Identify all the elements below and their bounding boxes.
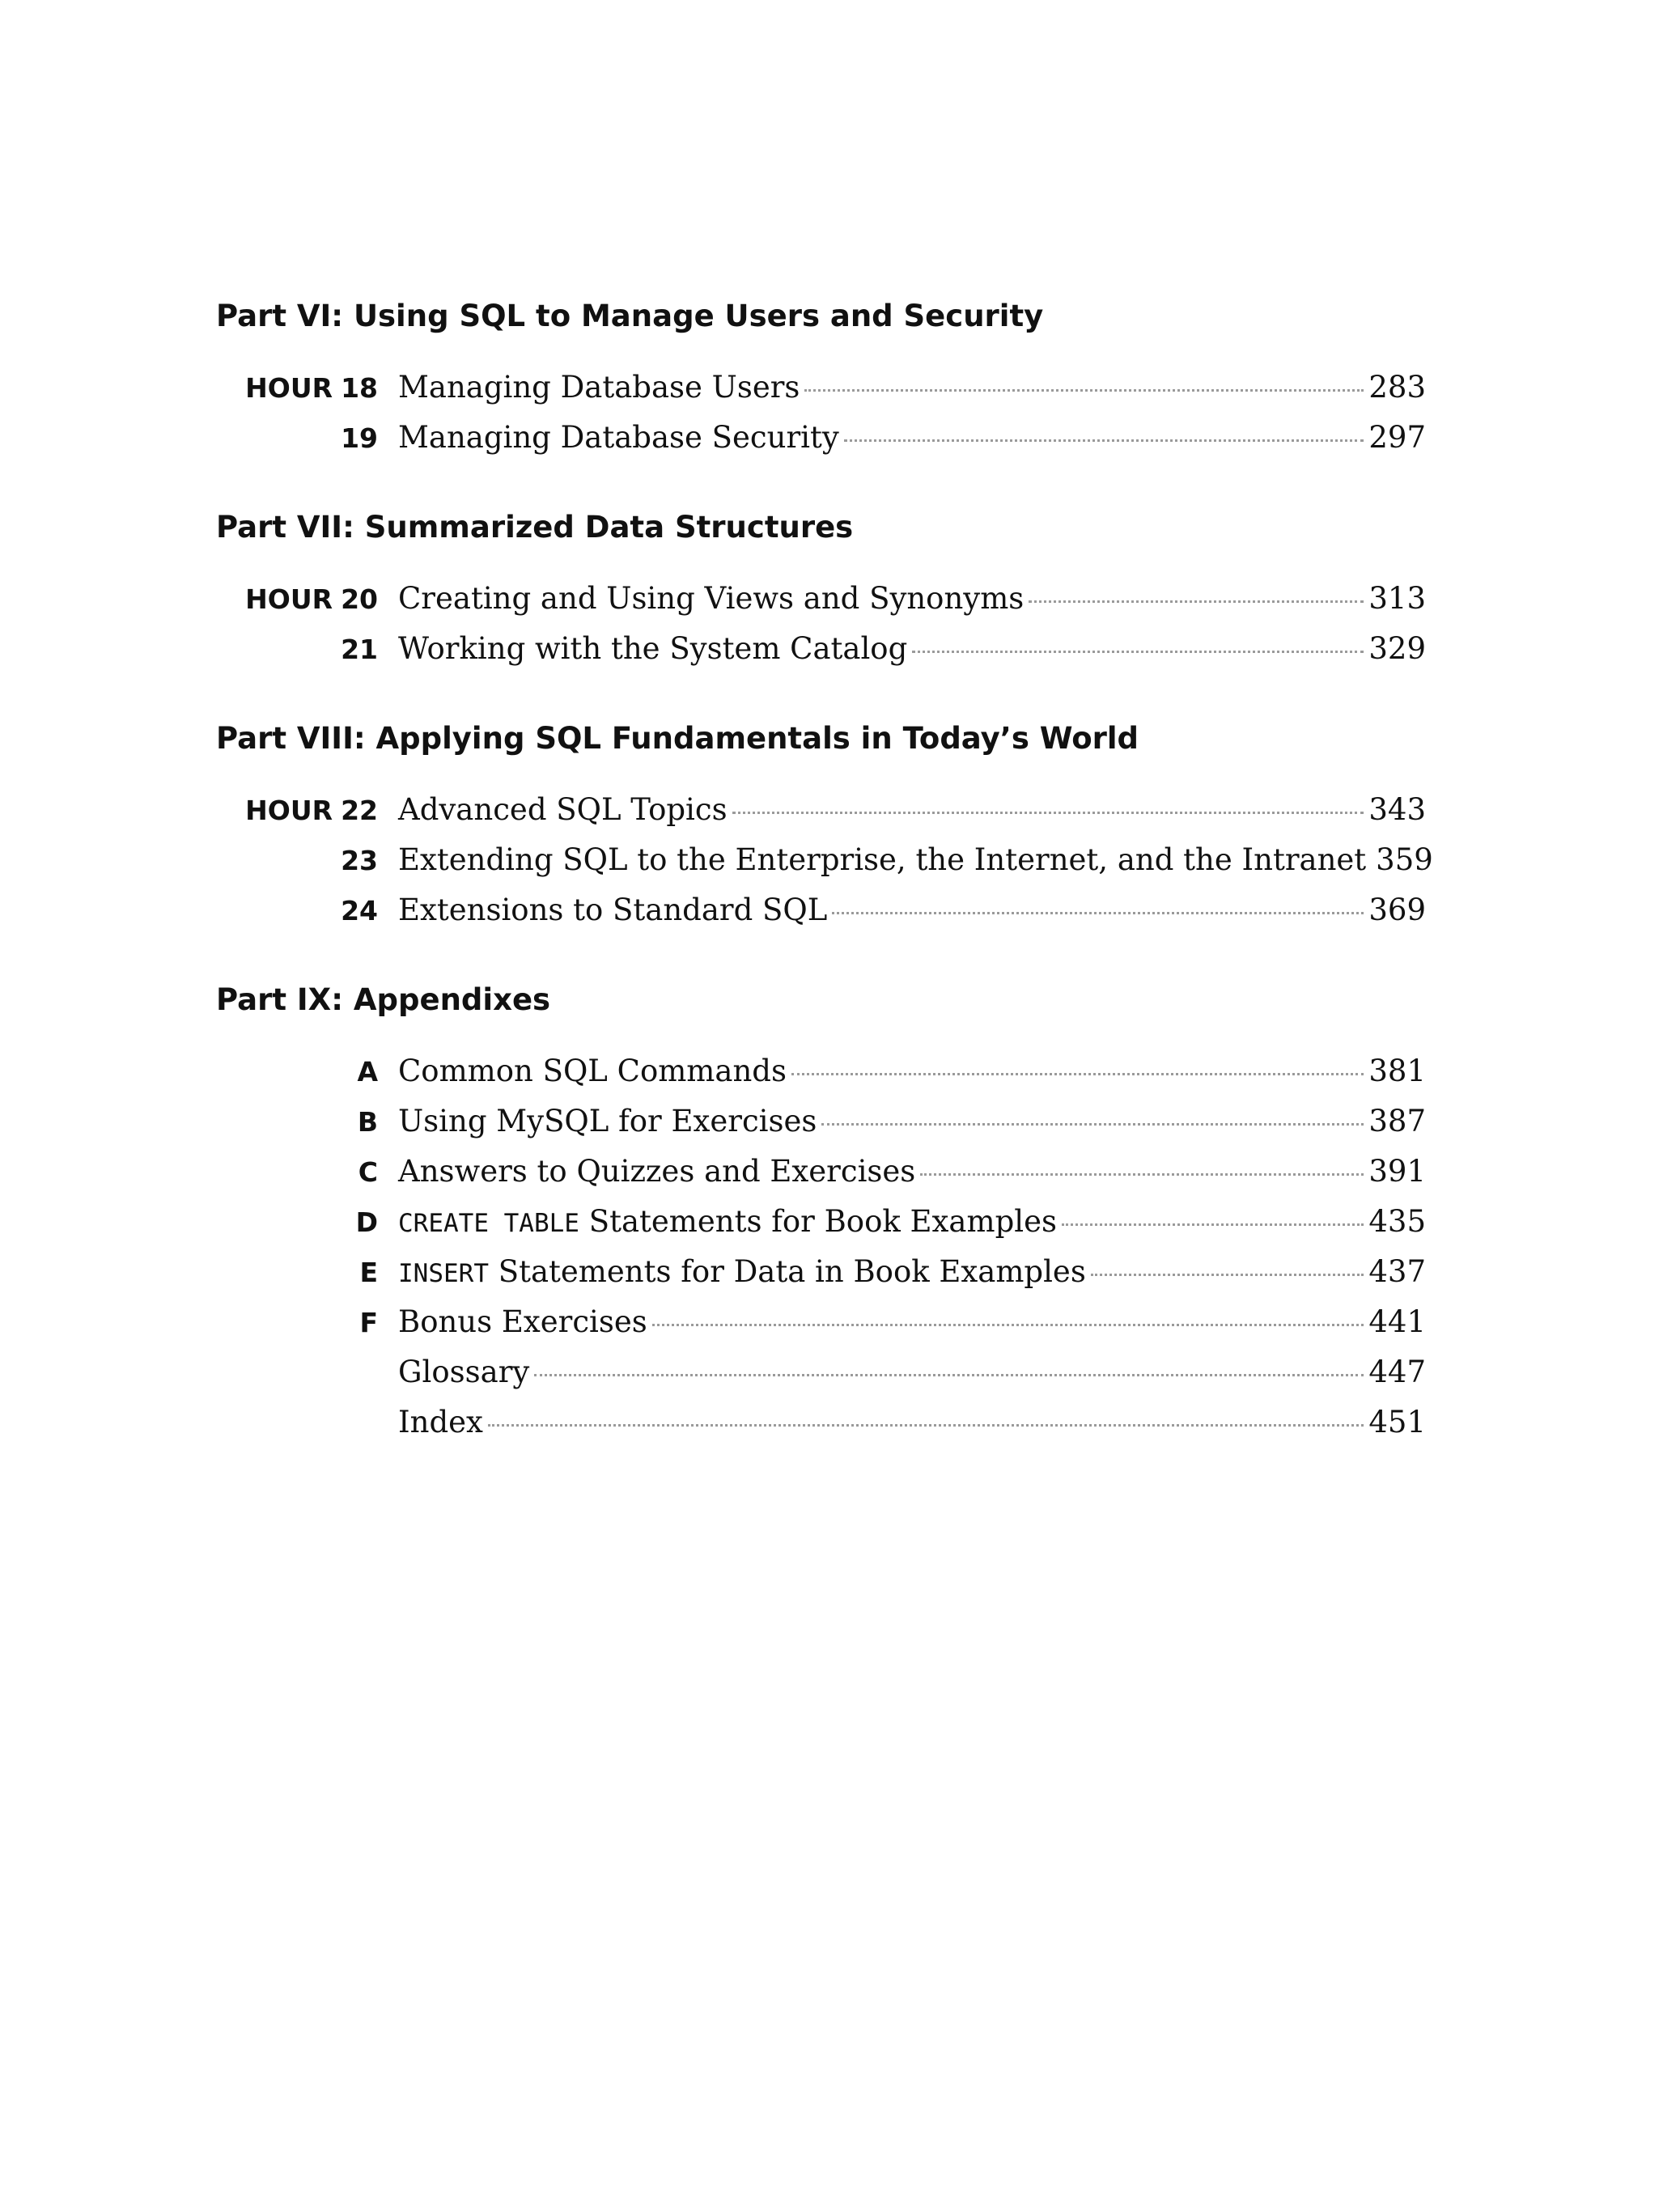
entry-title: Index [398,1405,483,1439]
dot-leader [821,1123,1364,1126]
dot-leader [1091,1274,1364,1276]
hour-word: HOUR [245,372,333,404]
toc-entry[interactable] [216,1350,1426,1395]
dot-leader [804,389,1364,392]
toc-entry[interactable] [216,415,1426,460]
page-number: 437 [1368,1254,1426,1289]
dot-leader [844,439,1364,442]
toc-entry[interactable] [216,1249,1426,1295]
entry-label [216,577,378,622]
entry-number: B [357,1106,378,1138]
entry-title: Answers to Quizzes and Exercises [398,1154,916,1189]
entry-number: E [359,1257,378,1288]
toc-entry[interactable] [216,1199,1426,1244]
page-number: 451 [1368,1405,1426,1439]
entry-title-rest: Statements for Data in Book Examples [498,1254,1086,1289]
entry-number: 19 [341,422,378,454]
dot-leader [832,912,1364,914]
dot-leader [534,1374,1364,1376]
dot-leader [488,1424,1364,1427]
entry-title: Managing Database Users [398,370,800,405]
dot-leader [912,651,1364,653]
toc-entry[interactable] [216,1400,1426,1445]
entry-label [216,888,378,934]
entry-title: Extending SQL to the Enterprise, the Internet, and the Intranet [398,842,1367,877]
entry-title [398,1249,1086,1296]
entry-label [216,416,378,461]
page-number: 387 [1368,1104,1426,1138]
toc-entry[interactable] [216,837,1433,883]
entry-number: 18 [341,372,378,404]
entry-number: 22 [341,795,378,826]
toc-entry[interactable] [216,1300,1426,1345]
toc-entry[interactable] [216,787,1426,833]
part-title: Part VI: Using SQL to Manage Users and Security [216,299,1044,333]
code-keyword: CREATE TABLE [398,1209,579,1238]
page-number: 343 [1368,792,1426,827]
page-number: 283 [1368,370,1426,405]
toc-entry[interactable] [216,365,1426,410]
dot-leader [652,1324,1364,1326]
code-keyword: INSERT [398,1259,489,1288]
entry-number: C [358,1156,378,1188]
part-title: Part VII: Summarized Data Structures [216,510,854,545]
toc-entry[interactable] [216,626,1426,672]
entry-label [216,1150,378,1195]
entry-title: Bonus Exercises [398,1304,647,1339]
entry-title: Creating and Using Views and Synonyms [398,581,1025,616]
page-number: 441 [1368,1304,1426,1339]
entry-number: 21 [341,634,378,665]
dot-leader [1029,600,1364,603]
entry-label [216,366,378,411]
entry-label [216,838,378,884]
entry-number: D [355,1206,378,1238]
page-number: 329 [1368,631,1426,666]
entry-label [216,1049,378,1095]
entry-label [216,627,378,672]
entry-label [216,1200,378,1245]
page-number: 359 [1376,842,1433,877]
page-number: 381 [1368,1054,1426,1088]
hour-word: HOUR [245,583,333,615]
toc-entry[interactable] [216,888,1426,933]
entry-number: 24 [341,895,378,926]
part-title: Part IX: Appendixes [216,982,551,1017]
entry-title-rest: Statements for Book Examples [588,1204,1057,1239]
entry-label [216,1100,378,1145]
page-number: 369 [1368,893,1426,927]
entry-title: Glossary [398,1355,530,1389]
entry-title: Common SQL Commands [398,1054,787,1088]
entry-title: Working with the System Catalog [398,631,908,666]
entry-title: Managing Database Security [398,420,839,455]
entry-number: F [359,1307,378,1338]
entry-number: A [357,1056,378,1088]
entry-label [216,1300,378,1346]
dot-leader [920,1173,1364,1176]
toc-entry[interactable] [216,1149,1426,1194]
entry-title [398,1199,1057,1246]
page-number: 391 [1368,1154,1426,1189]
dot-leader [732,812,1364,814]
page-number: 313 [1368,581,1426,616]
dot-leader [1062,1223,1364,1226]
toc-entry[interactable] [216,1049,1426,1094]
entry-title: Advanced SQL Topics [398,792,728,827]
entry-number: 20 [341,583,378,615]
entry-title: Extensions to Standard SQL [398,893,828,927]
entry-label [216,788,378,833]
entry-label [216,1250,378,1295]
dot-leader [791,1073,1364,1075]
page-number: 435 [1368,1204,1426,1239]
toc-entry[interactable] [216,576,1426,621]
page-number: 297 [1368,420,1426,455]
toc-entry[interactable] [216,1099,1426,1144]
part-title: Part VIII: Applying SQL Fundamentals in Today’s World [216,721,1139,756]
entry-title: Using MySQL for Exercises [398,1104,817,1138]
hour-word: HOUR [245,795,333,826]
entry-number: 23 [341,845,378,876]
page-number: 447 [1368,1355,1426,1389]
